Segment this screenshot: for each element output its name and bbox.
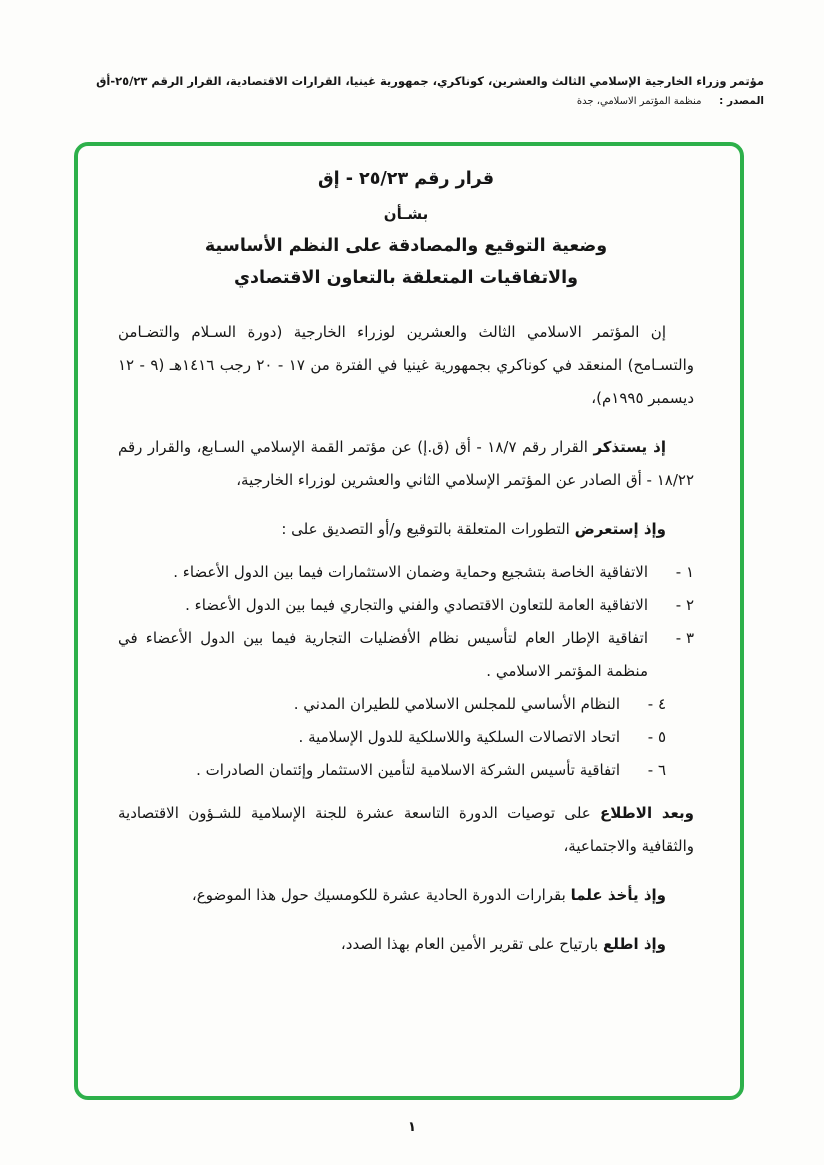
resolution-border-box	[74, 142, 744, 1100]
list-item-number: ٥ -	[647, 728, 666, 746]
paragraph-recalling	[118, 431, 694, 497]
header-source-value: منظمة المؤتمر الاسلامي، جدة	[576, 96, 702, 107]
list-item-number: ١ -	[675, 563, 694, 581]
paragraph-having-seen-recommendations	[118, 797, 694, 863]
list-item-number: ٤ -	[647, 695, 666, 713]
paragraph-text: بقرارات الدورة الحادية عشرة للكومسيك حول هذا الموضوع،	[191, 886, 566, 904]
list-item	[118, 556, 694, 589]
paragraph-lead: وإذ يأخذ علما	[570, 886, 666, 904]
paragraph-lead: إذ يستذكر	[593, 438, 666, 456]
header-citation: مؤتمر وزراء الخارجية الإسلامي الثالث والعشرين، كوناكري، جمهورية غينيا، القرارات الاقتصادية، القرار الرقم ٢٥/٢٣-أق	[96, 74, 764, 88]
list-item-number: ٢ -	[675, 596, 694, 614]
document-header	[58, 74, 764, 107]
paragraph-text: إن المؤتمر الاسلامي الثالث والعشرين لوزراء الخارجية (دورة السـلام والتضـامن والتسـامح) المنعقد في كوناكري بجمهورية غينيا في الفترة من ١٧ - ٢٠ رجب ١٤١٦هـ (٩ - ١٢ ديسمبر ١٩٩٥م)،	[118, 323, 694, 407]
list-item-number: ٦ -	[647, 761, 666, 779]
title-subject-line2: والاتفاقيات المتعلقة بالتعاون الاقتصادي	[234, 268, 578, 288]
paragraph-text: القرار رقم ١٨/٧ - أق (ق.إ) عن مؤتمر القمة الإسلامي السـابع، والقرار رقم ١٨/٢٢ - أق الصادر عن المؤتمر الإسلامي الثاني والعشرين لوزراء الخارجية،	[118, 438, 694, 489]
paragraph-having-noted-report	[118, 928, 694, 961]
resolution-number-title: قرار رقم ٢٥/٢٣ - إق	[317, 169, 495, 189]
header-source-label: المصدر :	[719, 95, 764, 107]
paragraph-text: التطورات المتعلقة بالتوقيع و/أو التصديق على :	[281, 520, 570, 538]
paragraph-preamble	[118, 316, 694, 415]
list-item-number: ٣ -	[675, 629, 694, 647]
header-source	[58, 95, 764, 107]
page-number: ١	[407, 1119, 417, 1135]
title-subject-line1: وضعية التوقيع والمصادقة على النظم الأساسية	[204, 236, 608, 256]
list-item-text: اتفاقية الإطار العام لتأسيس نظام الأفضليات التجارية فيما بين الدول الأعضاء في منظمة المؤتمر الاسلامي .	[118, 629, 648, 680]
list-item	[118, 721, 694, 754]
paragraph-taking-note	[118, 879, 694, 912]
paragraph-text: على توصيات الدورة التاسعة عشرة للجنة الإسلامية للشـؤون الاقتصادية والثقافية والاجتماعية،	[118, 804, 694, 855]
list-item-text: الاتفاقية الخاصة بتشجيع وحماية وضمان الاستثمارات فيما بين الدول الأعضاء .	[173, 563, 648, 581]
list-item-text: اتفاقية تأسيس الشركة الاسلامية لتأمين الاستثمار وإئتمان الصادرات .	[196, 761, 620, 779]
paragraph-text: بارتياح على تقرير الأمين العام بهذا الصدد،	[340, 935, 599, 953]
title-regarding: بشـأن	[383, 205, 429, 223]
agreements-list	[118, 556, 694, 787]
paragraph-lead: وبعد الاطلاع	[600, 804, 694, 822]
list-item	[118, 754, 694, 787]
list-item-text: النظام الأساسي للمجلس الاسلامي للطيران المدني .	[293, 695, 620, 713]
paragraph-lead: وإذ اطلع	[602, 935, 666, 953]
list-item-text: الاتفاقية العامة للتعاون الاقتصادي والفني والتجاري فيما بين الدول الأعضاء .	[185, 596, 648, 614]
list-item	[118, 622, 694, 688]
paragraph-having-reviewed	[118, 513, 694, 546]
list-item	[118, 589, 694, 622]
paragraph-lead: وإذ إستعرض	[574, 520, 666, 538]
list-item-text: اتحاد الاتصالات السلكية واللاسلكية للدول الإسلامية .	[298, 728, 620, 746]
list-item	[118, 688, 694, 721]
